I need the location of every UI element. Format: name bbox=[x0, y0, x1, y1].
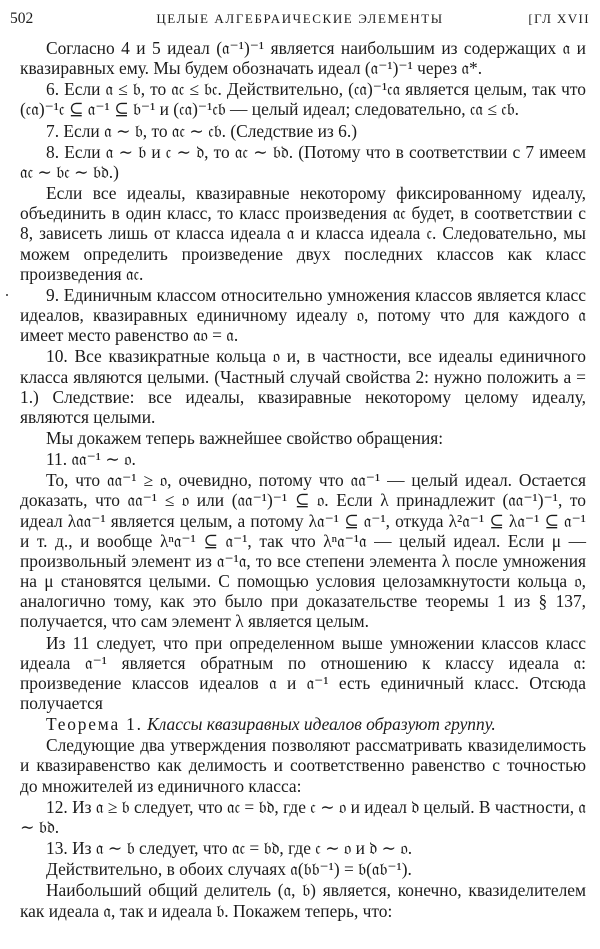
chapter-label: [ГЛ XVII bbox=[528, 11, 590, 26]
paragraph: 7. Если 𝔞 ∼ 𝔟, то 𝔞𝔠 ∼ 𝔠𝔟. (Следствие из 6.) bbox=[46, 120, 357, 141]
paragraph: Наибольший общий делитель (𝔞, 𝔟) является, конечно, квазиделителем как идеала 𝔞, так и идеала 𝔟. Покажем теперь, что: bbox=[20, 880, 586, 921]
paragraph: Согласно 4 и 5 идеал (𝔞⁻¹)⁻¹ является наибольшим из содержащих 𝔞 и квазиравных ему. Мы будем обозначать идеал (𝔞⁻¹)⁻¹ через 𝔞*. bbox=[20, 38, 586, 79]
paragraph: 6. Если 𝔞 ≤ 𝔟, то 𝔞𝔠 ≤ 𝔟𝔠. Действительно, (𝔠𝔞)⁻¹𝔠𝔞 является целым, так что (𝔠𝔞)⁻¹𝔠 ⊆ 𝔞⁻¹ ⊆ 𝔟⁻¹ и (𝔠𝔞)⁻¹𝔠𝔟 — целый идеал; следовательно, 𝔠𝔞 ≤ 𝔠𝔟. bbox=[20, 79, 586, 120]
paragraph: 12. Из 𝔞 ≥ 𝔟 следует, что 𝔞𝔠 = 𝔟𝔡, где 𝔠 ∼ 𝔬 и идеал 𝔡 целый. В частности, 𝔞 ∼ 𝔟𝔡. bbox=[20, 796, 586, 837]
paragraph: 9. Единичным классом относительно умножения классов является класс идеалов, квазиравных единичному идеалу 𝔬, потому что для каждого 𝔞 имеет место равенство 𝔞𝔬 = 𝔞. bbox=[20, 284, 586, 346]
body-text bbox=[20, 38, 586, 921]
theorem-label: Теорема 1. bbox=[46, 714, 143, 735]
margin-dot bbox=[6, 294, 8, 296]
page-header bbox=[10, 10, 590, 34]
page-number: 502 bbox=[10, 10, 34, 27]
paragraph: Мы докажем теперь важнейшее свойство обращения: bbox=[46, 427, 444, 448]
theorem-text: Классы квазиравных идеалов образуют группу. bbox=[147, 714, 496, 735]
paragraph: 10. Все квазикратные кольца 𝔬 и, в частности, все идеалы единичного класса являются целыми. (Частный случай свойства 2: нужно положить a = 1.) Следствие: все идеалы, квазиравные некоторому целому идеалу, являются целыми. bbox=[20, 346, 586, 427]
theorem-statement bbox=[20, 714, 586, 734]
paragraph: То, что 𝔞𝔞⁻¹ ≥ 𝔬, очевидно, потому что 𝔞𝔞⁻¹ — целый идеал. Остается доказать, что 𝔞𝔞⁻¹ ≤ 𝔬 или (𝔞𝔞⁻¹)⁻¹ ⊆ 𝔬. Если λ принадлежит (𝔞𝔞⁻¹)⁻¹, то идеал λ𝔞𝔞⁻¹ является целым, а потому λ𝔞⁻¹ ⊆ 𝔞⁻¹, откуда λ²𝔞⁻¹ ⊆ λ𝔞⁻¹ ⊆ 𝔞⁻¹ и т. д., и вообще λⁿ𝔞⁻¹ ⊆ 𝔞⁻¹, так что λⁿ𝔞⁻¹𝔞 — целый идеал. Если μ — произвольный элемент из 𝔞⁻¹𝔞, то все степени элемента λ после умножения на μ становятся целыми. С помощью условия целозамкнутости кольца 𝔬, аналогично тому, как это было при доказательстве теоремы 1 из § 137, получается, что сам элемент λ является целым. bbox=[20, 470, 586, 632]
paragraph: Действительно, в обоих случаях 𝔞(𝔟𝔟⁻¹) = 𝔟(𝔞𝔟⁻¹). bbox=[46, 859, 412, 880]
running-title: ЦЕЛЫЕ АЛГЕБРАИЧЕСКИЕ ЭЛЕМЕНТЫ bbox=[156, 11, 444, 26]
paragraph: 11. 𝔞𝔞⁻¹ ∼ 𝔬. bbox=[46, 449, 136, 470]
paragraph: Следующие два утверждения позволяют рассматривать квазиделимость и квазиравенство как делимость и соответственно равенство с точностью до множителей из единичного класса: bbox=[20, 735, 586, 796]
paragraph: 13. Из 𝔞 ∼ 𝔟 следует, что 𝔞𝔠 = 𝔟𝔡, где 𝔠 ∼ 𝔬 и 𝔡 ∼ 𝔬. bbox=[46, 838, 413, 859]
paragraph: 8. Если 𝔞 ∼ 𝔟 и 𝔠 ∼ 𝔡, то 𝔞𝔠 ∼ 𝔟𝔡. (Потому что в соответствии с 7 имеем 𝔞𝔠 ∼ 𝔟𝔠 ∼ 𝔟𝔡.) bbox=[20, 141, 586, 182]
paragraph: Если все идеалы, квазиравные некоторому фиксированному идеалу, объединить в один класс, то класс произведения 𝔞𝔠 будет, в соответствии с 8, зависеть лишь от класса идеала 𝔞 и класса идеала 𝔠. Следовательно, мы можем определить произведение двух последних классов как класс произведения 𝔞𝔠. bbox=[20, 183, 586, 284]
paragraph: Из 11 следует, что при определенном выше умножении классов класс идеала 𝔞⁻¹ является обратным по отношению к классу идеала 𝔞: произведение классов идеалов 𝔞 и 𝔞⁻¹ есть единичный класс. Отсюда получается bbox=[20, 632, 586, 713]
